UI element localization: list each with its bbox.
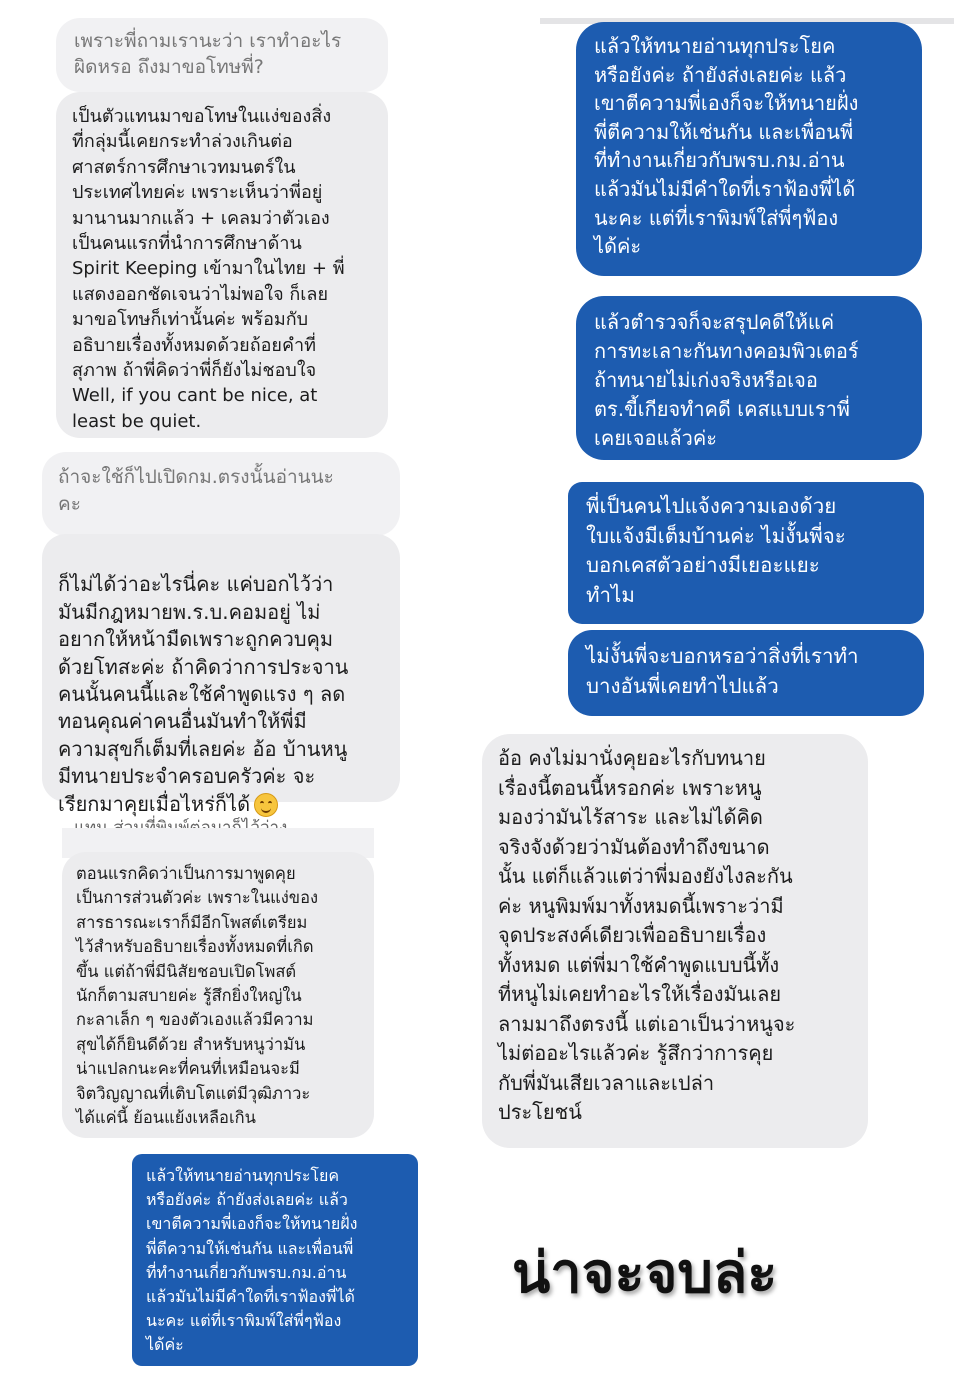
sent-message-bubble: แล้วให้ทนายอ่านทุกประโยค หรือยังค่ะ ถ้ายังส่งเลยค่ะ แล้ว เขาตีความพี่เองก็จะให้ทนายฝั่ง พี่ตีความให้เช่นกัน และเพื่อนพี่ ที่ทำงานเกี่ยวกับพรบ.กม.อ่าน แล้วมันไม่มีคำใดที่เราฟ้องพี่ได้ นะคะ แต่ที่เราพิมพ์ใส่พี่ๆฟ้อง ได้ค่ะ (132, 1154, 418, 1366)
received-message-bubble: อ้อ คงไม่มานั่งคุยอะไรกับทนาย เรื่องนี้ตอนนี้หรอกค่ะ เพราะหนู มองว่ามันไร้สาระ และไม่ได้คิด จริงจังด้วยว่ามันต้องทำถึงขนาด นั้น แต่ก็แล้วแต่ว่าพี่มองยังไงละกัน ค่ะ หนูพิมพ์มาทั้งหมดนี้เพราะว่ามี จุดประสงค์เดียวเพื่ออธิบายเรื่อง ทั้งหมด แต่พี่มาใช้คำพูดแบบนี้ทั้ง ที่หนูไม่เคยทำอะไรให้เรื่องมันเลย ลามมาถึงตรงนี้ แต่เอาเป็นว่าหนูจะ ไม่ต่ออะไรแล้วค่ะ รู้สึกว่าการคุย กับพี่มันเสียเวลาและเปล่า ประโยชน์ (482, 734, 868, 1148)
quoted-message-bubble: ถ้าจะใช้ก็ไปเปิดกม.ตรงนั้นอ่านนะ คะ (42, 452, 400, 536)
caption-headline: น่าจะจบล่ะ (512, 1241, 778, 1306)
sent-message-bubble: แล้วให้ทนายอ่านทุกประโยค หรือยังค่ะ ถ้ายังส่งเลยค่ะ แล้ว เขาตีความพี่เองก็จะให้ทนายฝั่ง พี่ตีความให้เช่นกัน และเพื่อนพี่ ที่ทำงานเกี่ยวกับพรบ.กม.อ่าน แล้วมันไม่มีคำใดที่เราฟ้องพี่ได้ นะคะ แต่ที่เราพิมพ์ใส่พี่ๆฟ้อง ได้ค่ะ (576, 22, 922, 276)
sent-message-bubble: พี่เป็นคนไปแจ้งความเองด้วย ใบแจ้งมีเต็มบ้านค่ะ ไม่งั้นพี่จะ บอกเคสตัวอย่างมีเยอะแยะ ทำไม (568, 482, 924, 624)
received-message-bubble: เป็นตัวแทนมาขอโทษในแง่ของสิ่ง ที่กลุ่มนี้เคยกระทำล่วงเกินต่อ ศาสตร์การศึกษาเวทมนตร์ใน ประเทศไทยค่ะ เพราะเห็นว่าพี่อยู่ มานานมากแล้ว + เคลมว่าตัวเอง เป็นคนแรกที่นำการศึกษาด้าน Spirit Keeping เข้ามาในไทย + พี่ แสดงออกชัดเจนว่าไม่พอใจ ก็เลย มาขอโทษก็เท่านั้นค่ะ พร้อมกับ อธิบายเรื่องทั้งหมดด้วยถ้อยคำที่ สุภาพ ถ้าพี่คิดว่าพี่ก็ยังไม่ชอบใจ Well, if you cant be nice, at least be quiet. (56, 92, 388, 438)
quoted-message-bubble: เพราะพี่ถามเรานะว่า เราทำอะไร ผิดหรอ ถึงมาขอโทษพี่? (56, 18, 388, 92)
received-message-bubble (42, 534, 400, 816)
sent-message-bubble: แล้วตำรวจก็จะสรุปคดีให้แค่ การทะเลาะกันทางคอมพิวเตอร์ ถ้าทนายไม่เก่งจริงหรือเจอ ตร.ขี้เกียจทำคดี เคสแบบเราพี่ เคยเจอแล้วค่ะ (576, 296, 922, 460)
sent-message-bubble: ไม่งั้นพี่จะบอกหรอว่าสิ่งที่เราทำ บางอันพี่เคยทำไปแล้ว (568, 630, 924, 716)
received-message-text: ก็ไม่ได้ว่าอะไรนี่คะ แค่บอกไว้ว่า มันมีกฎหมายพ.ร.บ.คอมอยู่ ไม่ อยากให้หน้ามืดเพราะถูกควบคุม ด้วยโทสะค่ะ ถ้าคิดว่าการประจาน คนนั้นคนนี้และใช้คำพูดแรง ๆ ลด ทอนคุณค่าคนอื่นมันทำให้พี่มี ความสุขก็เต็มที่เลยค่ะ อ้อ บ้านหนู มีทนายประจำครอบครัวค่ะ จะ เรียกมาคุยเมื่อไหร่ก็ได้ (58, 572, 349, 816)
smiling-face-icon (254, 793, 278, 817)
received-message-bubble: ตอนแรกคิดว่าเป็นการมาพูดคุย เป็นการส่วนตัวค่ะ เพราะในแง่ของ สารธารณะเราก็มีอีกโพสต์เตรียม ไว้สำหรับอธิบายเรื่องทั้งหมดที่เกิด ขึ้น แต่ถ้าพี่มีนิสัยชอบเปิดโพสต์ นักก็ตามสบายค่ะ รู้สึกยิ่งใหญ่ใน กะลาเล็ก ๆ ของตัวเองแล้วมีความ สุขได้ก็ยินดีด้วย สำหรับหนูว่ามัน น่าแปลกนะคะที่คนที่เหมือนจะมี จิตวิญญาณที่เติบโตแต่มีวุฒิภาวะ ได้แค่นี้ ย้อนแย้งเหลือเกิน (62, 852, 374, 1138)
